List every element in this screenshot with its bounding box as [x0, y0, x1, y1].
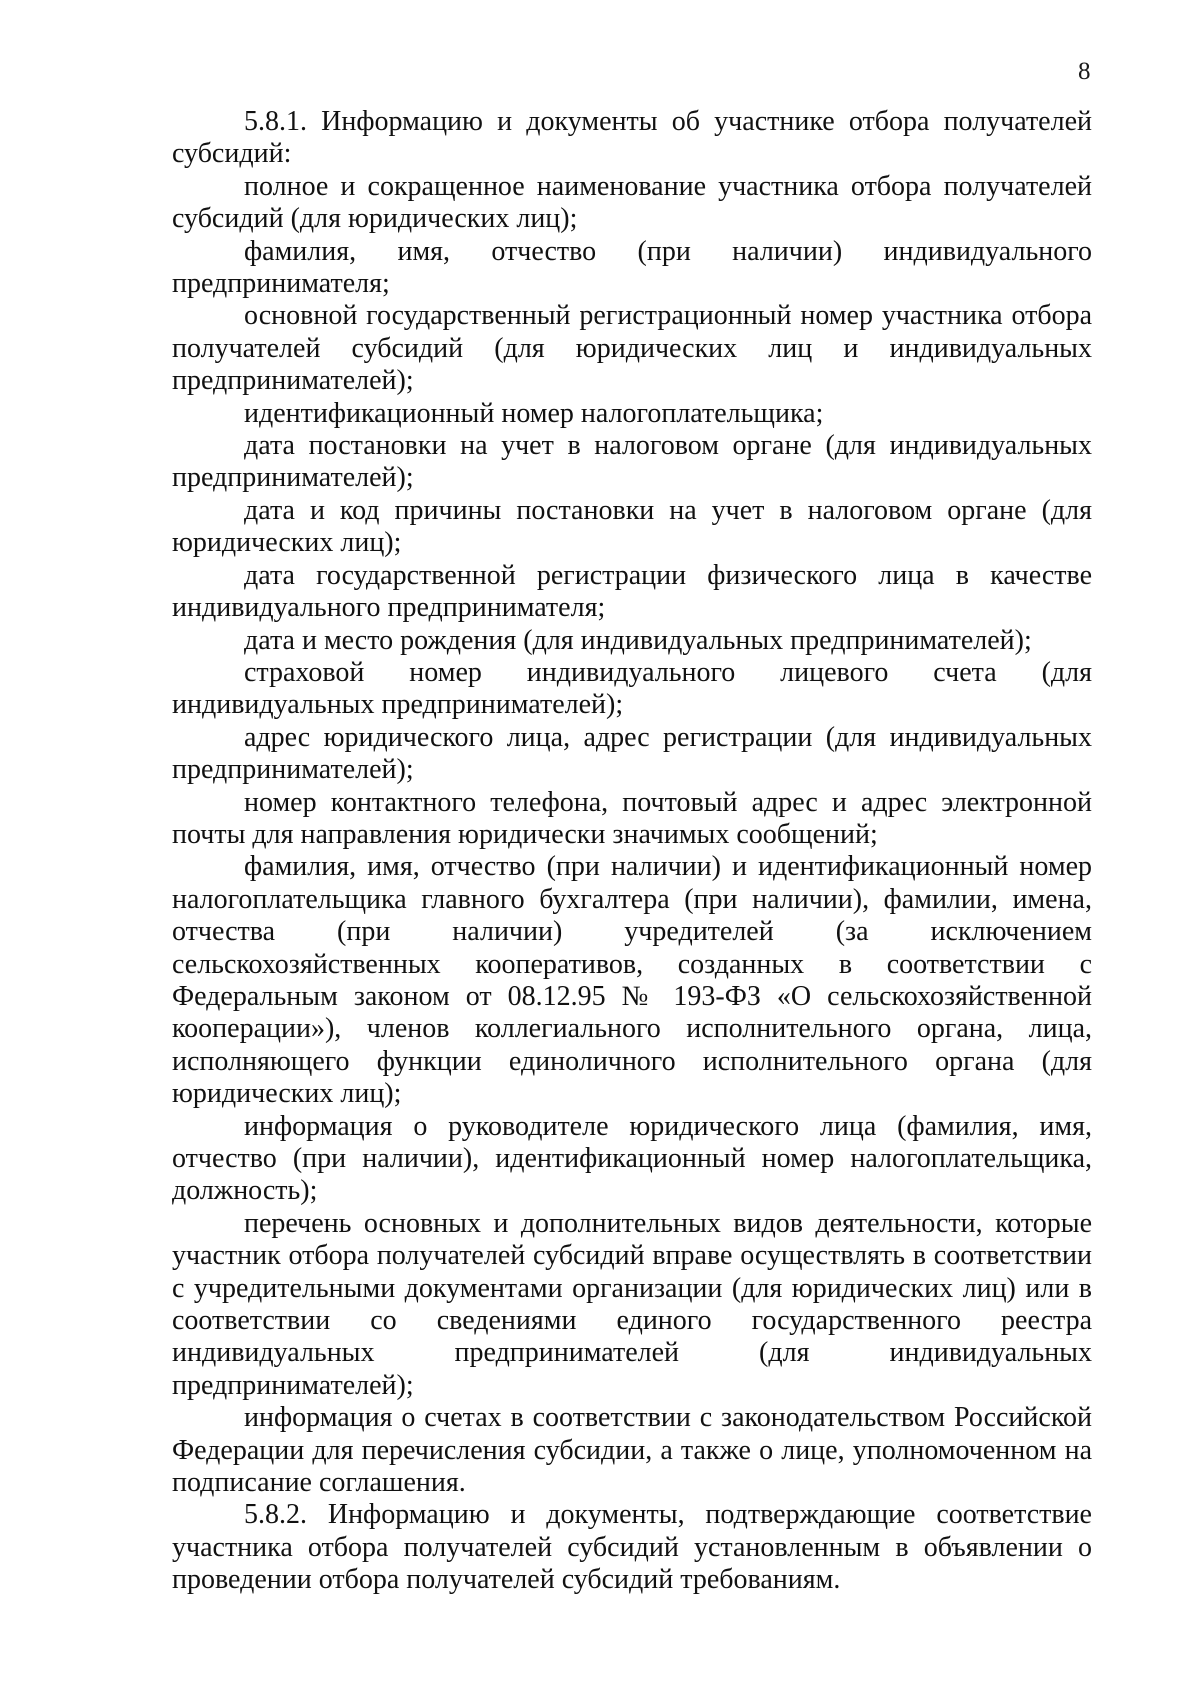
- clause-5-8-2: 5.8.2. Информацию и документы, подтверждающие соответствие участника отбора получателей субсидий установленным в объявлении о проведении отбора получателей субсидий требованиям.: [172, 1499, 1092, 1596]
- item-inn: идентификационный номер налогоплательщика;: [244, 397, 824, 429]
- item-entrepreneur-name: фамилия, имя, отчество (при наличии) индивидуального предпринимателя;: [172, 235, 1092, 300]
- item-state-registration-date: дата государственной регистрации физического лица в качестве индивидуального предпринимателя;: [172, 559, 1092, 624]
- item-insurance-number: страховой номер индивидуального лицевого счета (для индивидуальных предпринимателей);: [172, 656, 1092, 721]
- item-activities-list: перечень основных и дополнительных видов деятельности, которые участник отбора получателей субсидий вправе осуществлять в соответствии с учредительными документами организации (для юридических лиц) или в соответствии со сведениями единого государственного реестра индивидуальных предпринимателей (для индивидуальных предпринимателей);: [172, 1207, 1092, 1401]
- document-body: [172, 106, 1092, 1597]
- item-accountant-founders: фамилия, имя, отчество (при наличии) и идентификационный номер налогоплательщика главного бухгалтера (при наличии), фамилии, имена, отчества (при наличии) учредителей (за исключением сельскохозяйственных кооперативов, созданных в соответствии с Федеральным законом от 08.12.95 № 193-ФЗ «О сельскохозяйственной кооперации»), членов коллегиального исполнительного органа, лица, исполняющего функции единоличного исполнительного органа (для юридических лиц);: [172, 851, 1092, 1110]
- item-tax-registration-date-code: дата и код причины постановки на учет в налоговом органе (для юридических лиц);: [172, 494, 1092, 559]
- item-full-short-name: полное и сокращенное наименование участника отбора получателей субсидий (для юридических лиц);: [172, 170, 1092, 235]
- page-number: 8: [1078, 58, 1091, 85]
- item-tax-registration-date: дата постановки на учет в налоговом органе (для индивидуальных предпринимателей);: [172, 430, 1092, 494]
- item-contacts: номер контактного телефона, почтовый адрес и адрес электронной почты для направления юридически значимых сообщений;: [172, 786, 1092, 850]
- item-ogrn: основной государственный регистрационный номер участника отбора получателей субсидий (для юридических лиц и индивидуальных предпринимателей);: [172, 300, 1092, 397]
- item-bank-accounts: информация о счетах в соответствии с законодательством Российской Федерации для перечисления субсидии, а также о лице, уполномоченном на подписание соглашения.: [172, 1402, 1092, 1499]
- item-head-info: информация о руководителе юридического лица (фамилия, имя, отчество (при наличии), идентификационный номер налогоплательщика, должность);: [172, 1110, 1092, 1207]
- item-birth-date-place: дата и место рождения (для индивидуальных предпринимателей);: [244, 624, 1032, 656]
- clause-5-8-1-heading: 5.8.1. Информацию и документы об участнике отбора получателей субсидий:: [172, 106, 1092, 170]
- item-address: адрес юридического лица, адрес регистрации (для индивидуальных предпринимателей);: [172, 721, 1092, 786]
